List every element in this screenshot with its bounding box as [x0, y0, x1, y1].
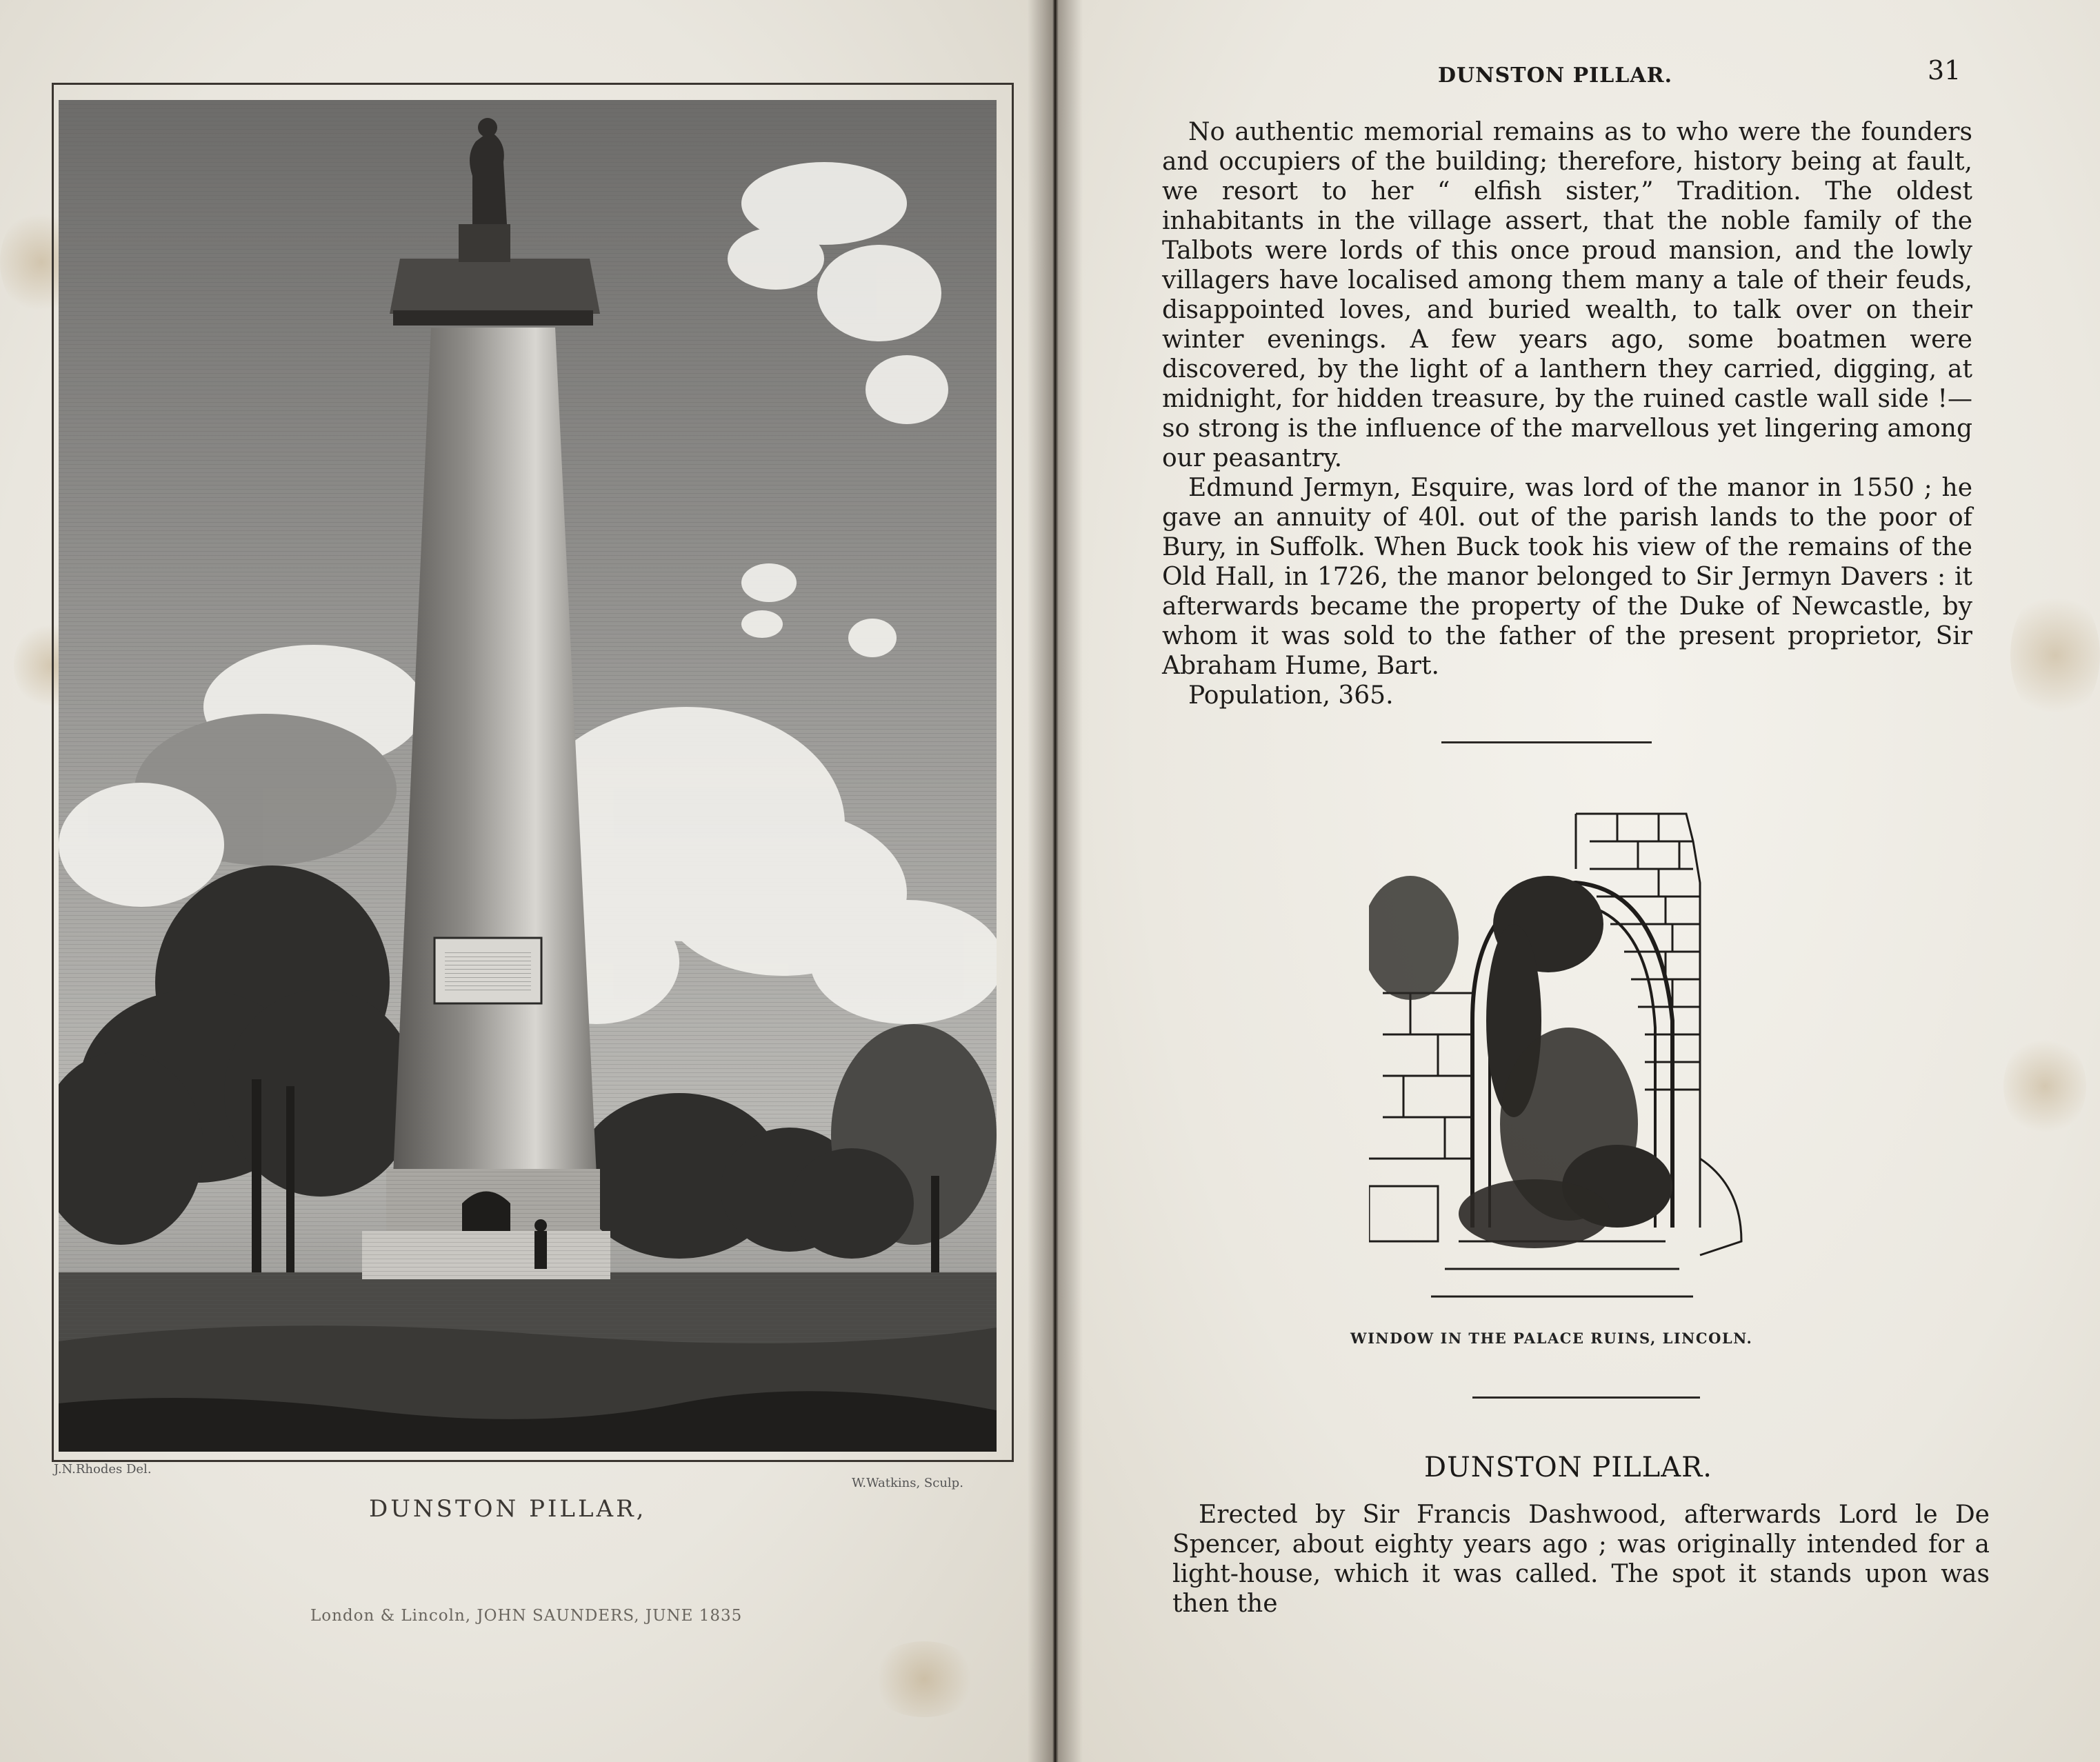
section-heading: DUNSTON PILLAR.: [1424, 1452, 1712, 1483]
woodcut-caption: WINDOW IN THE PALACE RUINS, LINCOLN.: [1350, 1330, 1753, 1347]
palace-window-woodcut: [1369, 800, 1755, 1310]
section-text: [1172, 1500, 1990, 1619]
paragraph: Erected by Sir Francis Dashwood, afterwards Lord le De Spencer, about eighty years ago ; was originally intended for a light-house, which it was called. The spot it stands upon was then the: [1172, 1501, 1990, 1618]
plate-credit-engraver: W.Watkins, Sculp.: [852, 1476, 963, 1490]
plate-title: DUNSTON PILLAR,: [369, 1495, 647, 1523]
section-rule: [1441, 741, 1652, 743]
foxing-stain: [2003, 1034, 2086, 1138]
page-number: 31: [1928, 55, 1961, 86]
paragraph: Edmund Jermyn, Esquire, was lord of the manor in 1550 ; he gave an annuity of 40l. out of the parish lands to the poor of Bury, in Suffolk. When Buck took his view of the remains of the Old Hall, in 1726, the manor belonged to Sir Jermyn Davers : it afterwards became the property of the Duke of Newcastle, by whom it was sold to the father of the present proprietor, Sir Abraham Hume, Bart.: [1162, 474, 1972, 680]
running-head: DUNSTON PILLAR.: [1438, 63, 1673, 88]
paragraph: Population, 365.: [1188, 681, 1394, 710]
publisher-imprint: London & Lincoln, JOHN SAUNDERS, JUNE 1835: [310, 1607, 743, 1625]
book-gutter: [1028, 0, 1083, 1762]
section-rule: [1472, 1396, 1700, 1399]
paragraph: No authentic memorial remains as to who were the founders and occupiers of the building; therefore, history being at fault, we resort to her “ elfish sister,” Tradition. The oldest inhabitants in the village assert, that the noble family of the Talbots were lords of this once proud mansion, and the lowly villagers have localised among them many a tale of their feuds, disappointed loves, and buried wealth, to talk over on their winter evenings. A few years ago, some boatmen were discovered, by the light of a lanthern they carried, digging, at midnight, for hidden treasure, by the ruined castle wall side !—so strong is the influence of the marvellous yet lingering among our peasantry.: [1162, 118, 1972, 472]
dunston-pillar-engraving: [59, 100, 997, 1452]
foxing-stain: [2010, 586, 2100, 724]
foxing-stain: [869, 1641, 979, 1717]
body-text: [1162, 117, 1972, 710]
plate-credit-artist: J.N.Rhodes Del.: [54, 1462, 152, 1476]
